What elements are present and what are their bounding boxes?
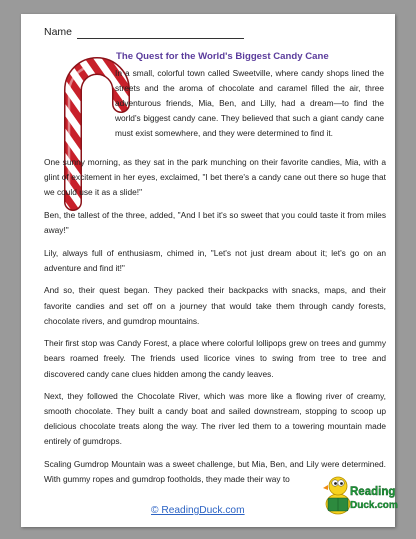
story-paragraph: In a small, colorful town called Sweetville, where candy shops lined the streets and the aroma of chocolate and caramel filled the air, three adventurous friends, Mia, Ben, and Lilly, had a dream—to find the world's biggest candy cane. They believed that such a giant candy cane must exist somewhere, and they were determined to find it.	[115, 68, 384, 139]
name-input-line[interactable]	[77, 38, 244, 39]
reading-duck-logo	[324, 470, 398, 522]
story-body	[44, 155, 386, 495]
worksheet-page	[21, 14, 398, 527]
logo-text-line1: Reading	[350, 486, 396, 498]
story-paragraph: Scaling Gumdrop Mountain was a sweet challenge, but Mia, Ben, and Lily were determined. With gummy ropes and gumdrop footholds, they made their way to	[44, 459, 386, 485]
story-intro	[115, 66, 384, 141]
name-label: Name	[44, 26, 73, 38]
story-paragraph: Ben, the tallest of the three, added, "And I bet it's so sweet that you could taste it from miles away!"	[44, 209, 386, 235]
duck-icon	[323, 477, 350, 514]
story-title: The Quest for the World's Biggest Candy Cane	[116, 51, 329, 62]
logo-text-line2: Duck.com	[350, 500, 398, 511]
readingduck-link[interactable]: © ReadingDuck.com	[151, 505, 245, 516]
story-paragraph: One sunny morning, as they sat in the park munching on their favorite candies, Mia, with a glint of excitement in her eyes, exclaimed, "I bet there's a candy cane out there so huge that we could use it as a slide!"	[44, 157, 386, 198]
story-paragraph: Lily, always full of enthusiasm, chimed in, "Let's not just dream about it; let's go on an adventure and find it!"	[44, 247, 386, 273]
story-paragraph: Next, they followed the Chocolate River, which was more like a flowing river of creamy, smooth chocolate. They built a candy boat and sailed downstream, stopping to scoop up delicious chocolate treats along the way. The river led them to a towering mountain made entirely of gumdrops.	[44, 391, 386, 447]
story-paragraph: And so, their quest began. They packed their backpacks with snacks, maps, and their favorite candies and set off on a journey that would take them through candy forests, chocolate rivers, and gumdrop mountains.	[44, 285, 386, 326]
story-paragraph: Their first stop was Candy Forest, a place where colorful lollipops grew on trees and gummy bears roamed freely. The friends used licorice vines to swing from tree to tree and discovered candy cane clues hidden among the candy leaves.	[44, 338, 386, 379]
